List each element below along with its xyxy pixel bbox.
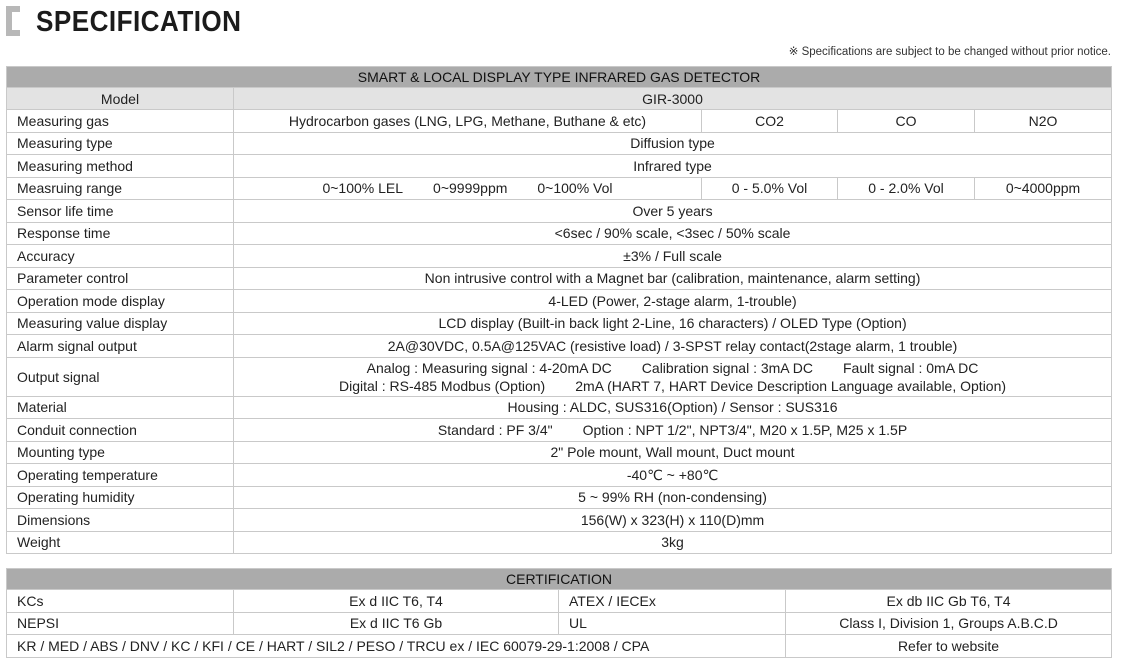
table-row bbox=[7, 110, 1112, 133]
table-row bbox=[7, 245, 1112, 268]
output-line-analog bbox=[244, 359, 1101, 377]
model-row bbox=[7, 88, 1112, 110]
row-value: -40℃ ~ +80℃ bbox=[234, 464, 1112, 487]
cert-band-row bbox=[7, 569, 1112, 590]
row-value: Infrared type bbox=[234, 155, 1112, 178]
cert-key: UL bbox=[559, 612, 786, 635]
fault-signal: Fault signal : 0mA DC bbox=[842, 359, 979, 376]
table-row bbox=[7, 357, 1112, 396]
table-row bbox=[7, 132, 1112, 155]
cert-key: NEPSI bbox=[7, 612, 234, 635]
model-label: Model bbox=[7, 88, 234, 110]
row-label: Operating humidity bbox=[7, 486, 234, 509]
cert-value: Ex db IIC Gb T6, T4 bbox=[786, 590, 1112, 613]
table-row bbox=[7, 509, 1112, 532]
row-label: Output signal bbox=[7, 357, 234, 396]
range-hydrocarbon bbox=[234, 177, 702, 200]
row-value: 4-LED (Power, 2-stage alarm, 1-trouble) bbox=[234, 290, 1112, 313]
digital-signal: Digital : RS-485 Modbus (Option) bbox=[338, 377, 546, 394]
hart-signal: 2mA (HART 7, HART Device Description Language available, Option) bbox=[575, 377, 1007, 394]
certification-table bbox=[6, 568, 1112, 658]
analog-measuring-signal: Analog : Measuring signal : 4-20mA DC bbox=[366, 359, 612, 376]
row-label: Mounting type bbox=[7, 441, 234, 464]
conduit-option: Option : NPT 1/2", NPT3/4", M20 x 1.5P, M25 x 1.5P bbox=[582, 421, 908, 438]
row-value: 2" Pole mount, Wall mount, Duct mount bbox=[234, 441, 1112, 464]
row-label: Material bbox=[7, 396, 234, 419]
table-row bbox=[7, 200, 1112, 223]
disclaimer-note: ※ Specifications are subject to be changed without prior notice. bbox=[788, 46, 1111, 58]
cert-band-title: CERTIFICATION bbox=[7, 569, 1112, 590]
row-label: Dimensions bbox=[7, 509, 234, 532]
row-label: Measuring type bbox=[7, 132, 234, 155]
table-row bbox=[7, 177, 1112, 200]
row-label: Measuring value display bbox=[7, 312, 234, 335]
row-label: Measuring method bbox=[7, 155, 234, 178]
range-lel: 0~100% LEL bbox=[322, 180, 404, 197]
model-value: GIR-3000 bbox=[234, 88, 1112, 110]
cert-key: ATEX / IECEx bbox=[559, 590, 786, 613]
spec-band-row bbox=[7, 67, 1112, 88]
cert-value: Ex d IIC T6, T4 bbox=[234, 590, 559, 613]
row-label: Response time bbox=[7, 222, 234, 245]
table-row bbox=[7, 267, 1112, 290]
table-row bbox=[7, 635, 1112, 658]
range-vol: 0~100% Vol bbox=[537, 180, 613, 197]
cert-value: Ex d IIC T6 Gb bbox=[234, 612, 559, 635]
row-label: Operating temperature bbox=[7, 464, 234, 487]
table-row bbox=[7, 531, 1112, 554]
range-co2: 0 - 5.0% Vol bbox=[702, 177, 838, 200]
table-row bbox=[7, 335, 1112, 358]
row-value: Diffusion type bbox=[234, 132, 1112, 155]
row-label: Sensor life time bbox=[7, 200, 234, 223]
spec-band-title: SMART & LOCAL DISPLAY TYPE INFRARED GAS DETECTOR bbox=[7, 67, 1112, 88]
row-value: <6sec / 90% scale, <3sec / 50% scale bbox=[234, 222, 1112, 245]
row-label: Accuracy bbox=[7, 245, 234, 268]
row-label: Alarm signal output bbox=[7, 335, 234, 358]
table-row bbox=[7, 464, 1112, 487]
table-row bbox=[7, 419, 1112, 442]
table-row bbox=[7, 441, 1112, 464]
row-value: 3kg bbox=[234, 531, 1112, 554]
row-label: Conduit connection bbox=[7, 419, 234, 442]
bracket-icon bbox=[6, 6, 20, 36]
specification-table bbox=[6, 66, 1112, 554]
output-line-digital bbox=[244, 377, 1101, 395]
row-value: Housing : ALDC, SUS316(Option) / Sensor : SUS316 bbox=[234, 396, 1112, 419]
cert-list: KR / MED / ABS / DNV / KC / KFI / CE / HART / SIL2 / PESO / TRCU ex / IEC 60079-29-1:2008 / CPA bbox=[7, 635, 786, 658]
row-value bbox=[234, 357, 1112, 396]
table-row bbox=[7, 396, 1112, 419]
calibration-signal: Calibration signal : 3mA DC bbox=[641, 359, 813, 376]
gas-co2: CO2 bbox=[702, 110, 838, 133]
cert-value: Class I, Division 1, Groups A.B.C.D bbox=[786, 612, 1112, 635]
table-row bbox=[7, 222, 1112, 245]
row-label: Measruing range bbox=[7, 177, 234, 200]
table-row bbox=[7, 486, 1112, 509]
table-row bbox=[7, 290, 1112, 313]
gas-n2o: N2O bbox=[975, 110, 1112, 133]
row-label: Weight bbox=[7, 531, 234, 554]
row-label: Operation mode display bbox=[7, 290, 234, 313]
row-value: 5 ~ 99% RH (non-condensing) bbox=[234, 486, 1112, 509]
page-title: SPECIFICATION bbox=[36, 6, 242, 38]
row-value: Non intrusive control with a Magnet bar (calibration, maintenance, alarm setting) bbox=[234, 267, 1112, 290]
table-row bbox=[7, 155, 1112, 178]
gas-co: CO bbox=[838, 110, 975, 133]
range-ppm: 0~9999ppm bbox=[433, 180, 508, 197]
row-value bbox=[234, 419, 1112, 442]
range-co: 0 - 2.0% Vol bbox=[838, 177, 975, 200]
row-label: Measuring gas bbox=[7, 110, 234, 133]
row-value: 156(W) x 323(H) x 110(D)mm bbox=[234, 509, 1112, 532]
table-row bbox=[7, 590, 1112, 613]
conduit-standard: Standard : PF 3/4" bbox=[437, 421, 553, 438]
row-value: Over 5 years bbox=[234, 200, 1112, 223]
cert-refer-value: Refer to website bbox=[786, 635, 1112, 658]
cert-key: KCs bbox=[7, 590, 234, 613]
row-value: ±3% / Full scale bbox=[234, 245, 1112, 268]
row-value: 2A@30VDC, 0.5A@125VAC (resistive load) / 3-SPST relay contact(2stage alarm, 1 trouble) bbox=[234, 335, 1112, 358]
table-row bbox=[7, 312, 1112, 335]
range-n2o: 0~4000ppm bbox=[975, 177, 1112, 200]
gas-hydrocarbon: Hydrocarbon gases (LNG, LPG, Methane, Buthane & etc) bbox=[234, 110, 702, 133]
table-row bbox=[7, 612, 1112, 635]
row-value: LCD display (Built-in back light 2-Line, 16 characters) / OLED Type (Option) bbox=[234, 312, 1112, 335]
row-label: Parameter control bbox=[7, 267, 234, 290]
